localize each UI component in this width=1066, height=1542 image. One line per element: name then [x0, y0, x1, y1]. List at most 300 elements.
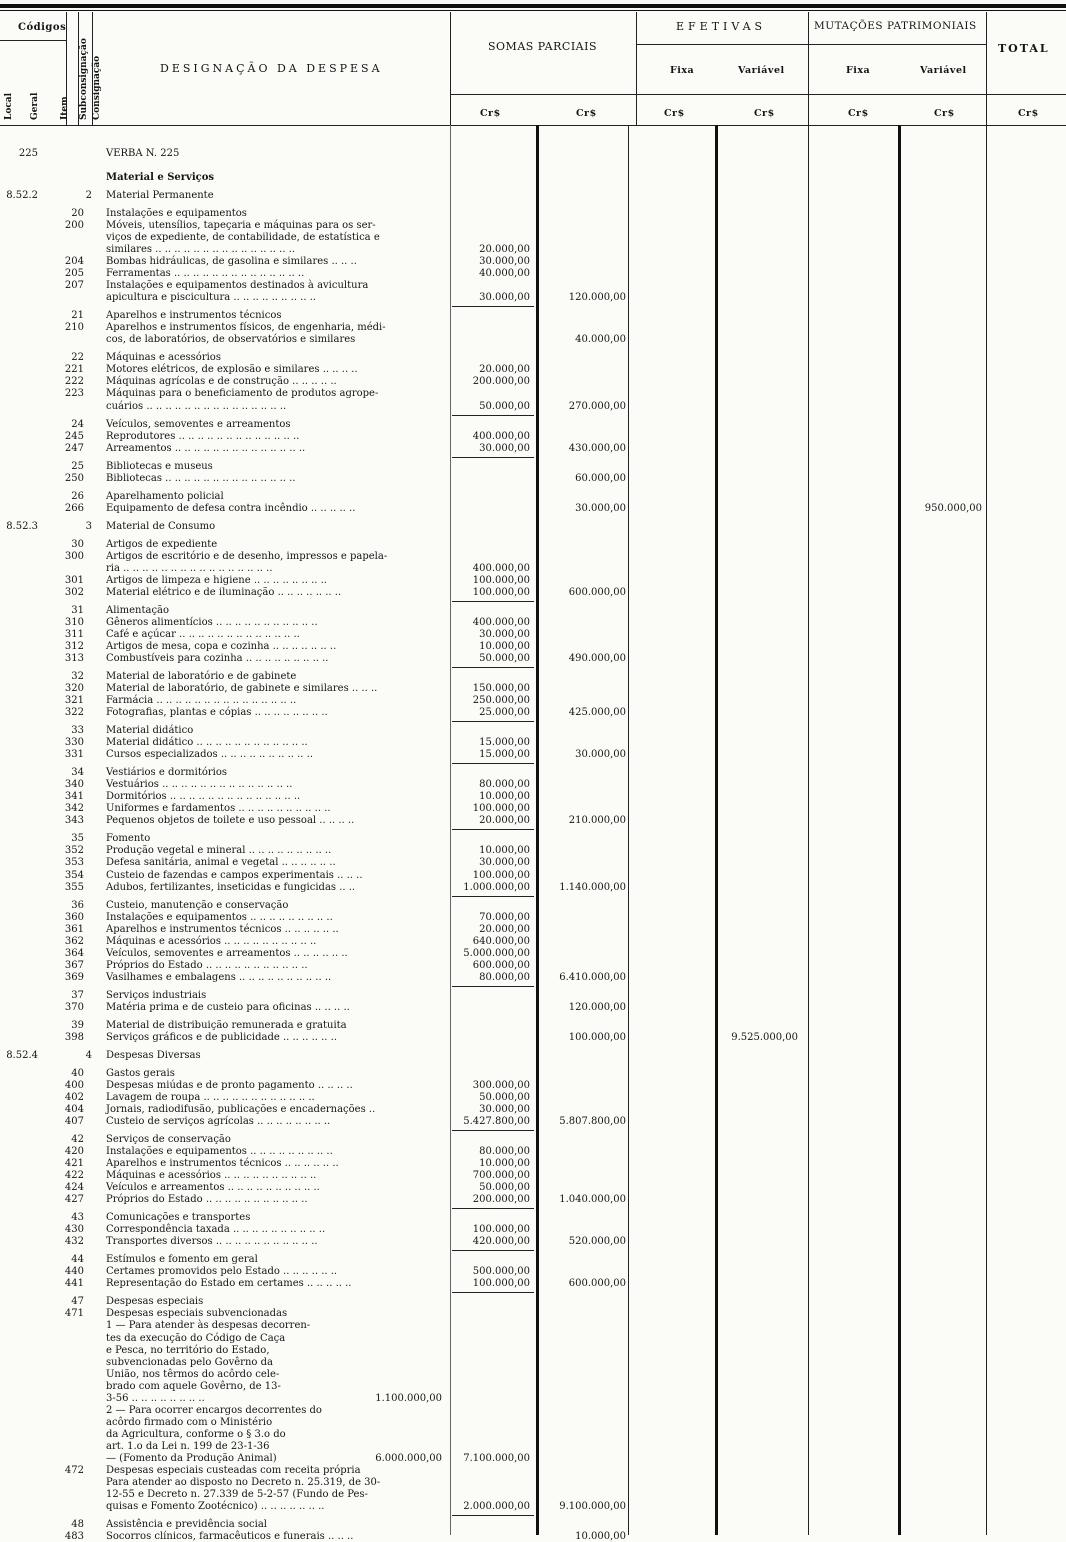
table-row — [0, 845, 1066, 856]
row-description: Arreamentos .. .. .. .. .. .. .. .. .. .. .. .. .. .. — [106, 443, 306, 454]
item-code: 440 — [64, 1266, 84, 1277]
item-code: 48 — [71, 1519, 84, 1530]
row-description: cos, de laboratórios, de observatórios e similares — [106, 334, 356, 345]
table-row — [0, 310, 1066, 321]
row-description: da Agricultura, conforme o § 3.o do — [106, 1429, 286, 1440]
row-description: Despesas Diversas — [106, 1050, 201, 1061]
item-code: 300 — [64, 551, 84, 562]
row-description: Material de Consumo — [106, 521, 216, 532]
partial-sum-2: 80.000,00 — [479, 1146, 530, 1157]
partial-sum-2: 80.000,00 — [479, 779, 530, 790]
table-row — [0, 833, 1066, 844]
item-code: 352 — [64, 845, 84, 856]
item-code: 20 — [71, 208, 84, 219]
item-code: 361 — [64, 924, 84, 935]
table-row — [0, 960, 1066, 971]
designacao-label: DESIGNAÇÃO DA DESPESA — [160, 62, 383, 75]
item-code: 34 — [71, 767, 84, 778]
row-description: Artigos de escritório e de desenho, impressos e papela- — [106, 551, 388, 562]
row-description: Máquinas e acessórios — [106, 352, 221, 363]
row-description: brado com aquele Govêrno, de 13- — [106, 1381, 281, 1392]
row-description: Veículos, semoventes e arreamentos — [106, 419, 291, 430]
somas-parciais-label: SOMAS PARCIAIS — [488, 40, 597, 53]
row-description: acôrdo firmado com o Ministério — [106, 1417, 273, 1428]
row-description: Máquinas para o beneficiamento de produtos agrope- — [106, 388, 379, 399]
partial-sum-2: 30.000,00 — [479, 256, 530, 267]
row-description: Gêneros alimentícios .. .. .. .. .. .. .. .. .. .. .. — [106, 617, 318, 628]
row-description: Pequenos objetos de toilete e uso pessoal .. .. .. .. — [106, 815, 355, 826]
table-row — [0, 172, 1066, 183]
partial-sum-3: 1.040.000,00 — [559, 1194, 626, 1205]
table-row — [0, 1357, 1066, 1368]
geral-code: 2 — [85, 190, 92, 201]
currency-label: Cr$ — [576, 108, 597, 119]
item-code: 22 — [71, 352, 84, 363]
table-row — [0, 1489, 1066, 1500]
partial-sum-3: 40.000,00 — [575, 334, 626, 345]
table-row — [0, 1212, 1066, 1223]
table-row — [0, 1092, 1066, 1103]
item-code: 266 — [64, 503, 84, 514]
table-row — [0, 1381, 1066, 1392]
item-code: 221 — [64, 364, 84, 375]
table-row — [0, 1236, 1066, 1247]
partial-sum-2: 10.000,00 — [479, 641, 530, 652]
table-row — [0, 1393, 1066, 1404]
table-row — [0, 1182, 1066, 1193]
row-description: Custeio de serviços agrícolas .. .. .. .. .. .. .. .. — [106, 1116, 331, 1127]
table-row — [0, 388, 1066, 399]
table-row — [0, 1266, 1066, 1277]
row-description: 1 — Para atender às despesas decorren- — [106, 1320, 311, 1331]
subtotal-rule — [452, 601, 534, 602]
table-row — [0, 1501, 1066, 1512]
row-description: Instalações e equipamentos — [106, 208, 247, 219]
partial-sum-2: 15.000,00 — [479, 749, 530, 760]
table-row — [0, 1320, 1066, 1331]
item-code: 341 — [64, 791, 84, 802]
partial-sum-2: 25.000,00 — [479, 707, 530, 718]
table-row — [0, 563, 1066, 574]
item-code: 472 — [64, 1465, 84, 1476]
table-row — [0, 1254, 1066, 1265]
item-code: 32 — [71, 671, 84, 682]
partial-sum-2: 100.000,00 — [472, 870, 530, 881]
subtotal-rule — [452, 829, 534, 830]
table-row — [0, 936, 1066, 947]
item-code: 24 — [71, 419, 84, 430]
row-description: Vestiários e dormitórios — [106, 767, 227, 778]
code-col-local: Local — [4, 92, 14, 120]
item-code: 471 — [64, 1308, 84, 1319]
table-row — [0, 256, 1066, 267]
row-description: Vestuários .. .. .. .. .. .. .. .. .. .. .. .. .. .. — [106, 779, 293, 790]
item-code: 343 — [64, 815, 84, 826]
table-row — [0, 376, 1066, 387]
item-code: 370 — [64, 1002, 84, 1013]
subtotal-rule — [452, 1292, 534, 1293]
currency-label: Cr$ — [934, 108, 955, 119]
row-description: Motores elétricos, de explosão e similares .. .. .. .. — [106, 364, 358, 375]
table-row — [0, 521, 1066, 532]
table-row — [0, 857, 1066, 868]
table-row — [0, 1296, 1066, 1307]
row-description: Aparelhos e instrumentos técnicos .. .. .. .. .. .. — [106, 924, 339, 935]
table-row — [0, 419, 1066, 430]
row-description: 2 — Para ocorrer encargos decorrentes do — [106, 1405, 322, 1416]
item-code: 342 — [64, 803, 84, 814]
item-code: 420 — [64, 1146, 84, 1157]
table-row — [0, 1405, 1066, 1416]
partial-sum-1: 1.100.000,00 — [375, 1393, 442, 1404]
row-description: Máquinas agrícolas e de construção .. .. .. .. .. — [106, 376, 337, 387]
table-row — [0, 473, 1066, 484]
partial-sum-2: 500.000,00 — [472, 1266, 530, 1277]
item-code: 362 — [64, 936, 84, 947]
row-description: Material e Serviços — [106, 172, 215, 183]
partial-sum-2: 20.000,00 — [479, 244, 530, 255]
item-code: 204 — [64, 256, 84, 267]
item-code: 313 — [64, 653, 84, 664]
subtotal-rule — [452, 1250, 534, 1251]
currency-label: Cr$ — [480, 108, 501, 119]
mut-fixa-label: Fixa — [846, 65, 871, 76]
row-description: Correspondência taxada .. .. .. .. .. .. .. .. .. .. — [106, 1224, 326, 1235]
row-description: Custeio, manutenção e conservação — [106, 900, 289, 911]
item-code: 402 — [64, 1092, 84, 1103]
row-description: Veículos e arreamentos .. .. .. .. .. .. .. .. .. .. — [106, 1182, 320, 1193]
row-description: Material didático — [106, 725, 194, 736]
row-description: Uniformes e fardamentos .. .. .. .. .. .. .. .. .. .. — [106, 803, 331, 814]
row-description: 12-55 e Decreto n. 27.339 de 5-2-57 (Fundo de Pes- — [106, 1489, 368, 1500]
row-description: Combustíveis para cozinha .. .. .. .. .. .. .. .. .. — [106, 653, 329, 664]
table-row — [0, 779, 1066, 790]
partial-sum-3: 600.000,00 — [568, 587, 626, 598]
table-row — [0, 1224, 1066, 1235]
item-code: 310 — [64, 617, 84, 628]
table-row — [0, 1020, 1066, 1031]
table-row — [0, 1519, 1066, 1530]
partial-sum-2: 5.000.000,00 — [463, 948, 530, 959]
row-description: Estímulos e fomento em geral — [106, 1254, 258, 1265]
partial-sum-3: 30.000,00 — [575, 749, 626, 760]
table-row — [0, 461, 1066, 472]
partial-sum-2: 80.000,00 — [479, 972, 530, 983]
item-code: 210 — [64, 322, 84, 333]
partial-sum-2: 600.000,00 — [472, 960, 530, 971]
table-row — [0, 653, 1066, 664]
item-code: 25 — [71, 461, 84, 472]
partial-sum-2: 20.000,00 — [479, 815, 530, 826]
subtotal-rule — [452, 306, 534, 307]
item-code: 422 — [64, 1170, 84, 1181]
partial-sum-3: 425.000,00 — [568, 707, 626, 718]
row-description: Artigos de expediente — [106, 539, 218, 550]
row-description: Despesas especiais — [106, 1296, 204, 1307]
row-description: art. 1.o da Lei n. 199 de 23-1-36 — [106, 1441, 270, 1452]
table-row — [0, 208, 1066, 219]
partial-sum-2: 50.000,00 — [479, 1182, 530, 1193]
partial-sum-2: 700.000,00 — [472, 1170, 530, 1181]
row-description: Jornais, radiodifusão, publicações e encadernações .. — [106, 1104, 376, 1115]
row-description: Instalações e equipamentos destinados à avicultura — [106, 280, 369, 291]
row-description: Ferramentas .. .. .. .. .. .. .. .. .. .. .. .. .. .. — [106, 268, 305, 279]
table-row — [0, 1345, 1066, 1356]
item-code: 424 — [64, 1182, 84, 1193]
partial-sum-3: 600.000,00 — [568, 1278, 626, 1289]
row-description: Certames promovidos pelo Estado .. .. .. .. .. .. — [106, 1266, 338, 1277]
partial-sum-2: 50.000,00 — [479, 401, 530, 412]
item-code: 33 — [71, 725, 84, 736]
partial-sum-2: 100.000,00 — [472, 803, 530, 814]
table-row — [0, 1369, 1066, 1380]
row-description: Matéria prima e de custeio para oficinas .. .. .. .. — [106, 1002, 350, 1013]
item-code: 354 — [64, 870, 84, 881]
code-col-geral: Geral — [30, 92, 40, 120]
item-code: 223 — [64, 388, 84, 399]
fixa-label: Fixa — [670, 65, 695, 76]
item-code: 26 — [71, 491, 84, 502]
partial-sum-2: 150.000,00 — [472, 683, 530, 694]
item-code: 222 — [64, 376, 84, 387]
row-description: Veículos, semoventes e arreamentos .. .. .. .. .. .. — [106, 948, 348, 959]
partial-sum-2: 200.000,00 — [472, 376, 530, 387]
subtotal-rule — [452, 986, 534, 987]
item-code: 301 — [64, 575, 84, 586]
item-code: 42 — [71, 1134, 84, 1145]
table-row — [0, 220, 1066, 231]
partial-sum-2: 50.000,00 — [479, 1092, 530, 1103]
partial-sum-2: 10.000,00 — [479, 1158, 530, 1169]
item-code: 364 — [64, 948, 84, 959]
item-code: 369 — [64, 972, 84, 983]
mutacoes-variavel-value: 950.000,00 — [924, 503, 982, 514]
partial-sum-2: 30.000,00 — [479, 857, 530, 868]
table-row — [0, 683, 1066, 694]
partial-sum-2: 100.000,00 — [472, 587, 530, 598]
item-code: 302 — [64, 587, 84, 598]
row-description: tes da execução do Código de Caça — [106, 1333, 286, 1344]
table-row — [0, 641, 1066, 652]
subtotal-rule — [452, 1515, 534, 1516]
row-description: Próprios do Estado .. .. .. .. .. .. .. .. .. .. .. — [106, 960, 308, 971]
item-code: 30 — [71, 539, 84, 550]
item-code: 483 — [64, 1531, 84, 1542]
row-description: Transportes diversos .. .. .. .. .. .. .. .. .. .. .. — [106, 1236, 318, 1247]
row-description: Aparelhos e instrumentos técnicos — [106, 310, 282, 321]
row-description: Cursos especializados .. .. .. .. .. .. .. .. .. .. — [106, 749, 314, 760]
local-code: 225 — [18, 148, 38, 159]
row-description: similares .. .. .. .. .. .. .. .. .. .. .. .. .. .. .. — [106, 244, 296, 255]
mutacoes-label: MUTAÇÕES PATRIMONIAIS — [814, 20, 977, 32]
partial-sum-2: 400.000,00 — [472, 617, 530, 628]
row-description: quisas e Fomento Zootécnico) .. .. .. .. .. .. .. — [106, 1501, 325, 1512]
row-description: Alimentação — [106, 605, 170, 616]
table-row — [0, 1080, 1066, 1091]
row-description: Aparelhamento policial — [106, 491, 224, 502]
row-description: Para atender ao disposto no Decreto n. 25.319, de 30- — [106, 1477, 381, 1488]
row-description: Serviços industriais — [106, 990, 207, 1001]
partial-sum-2: 400.000,00 — [472, 563, 530, 574]
geral-code: 4 — [85, 1050, 92, 1061]
item-code: 432 — [64, 1236, 84, 1247]
partial-sum-2: 50.000,00 — [479, 653, 530, 664]
item-code: 353 — [64, 857, 84, 868]
table-row — [0, 1194, 1066, 1205]
item-code: 312 — [64, 641, 84, 652]
subtotal-rule — [452, 457, 534, 458]
row-description: Móveis, utensílios, tapeçaria e máquinas para os ser- — [106, 220, 376, 231]
table-row — [0, 605, 1066, 616]
row-description: Reprodutores .. .. .. .. .. .. .. .. .. .. .. .. .. — [106, 431, 300, 442]
table-row — [0, 1032, 1066, 1043]
currency-label: Cr$ — [664, 108, 685, 119]
partial-sum-2: 100.000,00 — [472, 575, 530, 586]
table-row — [0, 707, 1066, 718]
row-description: União, nos têrmos do acôrdo cele- — [106, 1369, 280, 1380]
row-description: Assistência e previdência social — [106, 1519, 267, 1530]
partial-sum-2: 200.000,00 — [472, 1194, 530, 1205]
table-row — [0, 491, 1066, 502]
variavel-label: Variável — [738, 65, 785, 76]
partial-sum-3: 10.000,00 — [575, 1531, 626, 1542]
row-description: Aparelhos e instrumentos técnicos .. .. .. .. .. .. — [106, 1158, 339, 1169]
table-row — [0, 972, 1066, 983]
row-description: 3-56 .. .. .. .. .. .. .. .. — [106, 1393, 205, 1404]
partial-sum-2: 40.000,00 — [479, 268, 530, 279]
efetivas-col-divider — [808, 12, 809, 125]
table-row — [0, 695, 1066, 706]
partial-sum-2: 640.000,00 — [472, 936, 530, 947]
partial-sum-3: 60.000,00 — [575, 473, 626, 484]
partial-sum-2: 100.000,00 — [472, 1278, 530, 1289]
item-code: 367 — [64, 960, 84, 971]
table-row — [0, 1453, 1066, 1464]
top-border-thin — [0, 10, 1066, 11]
table-row — [0, 1308, 1066, 1319]
table-row — [0, 924, 1066, 935]
partial-sum-2: 400.000,00 — [472, 431, 530, 442]
item-code: 47 — [71, 1296, 84, 1307]
row-description: — (Fomento da Produção Animal) — [106, 1453, 277, 1464]
partial-sum-2: 10.000,00 — [479, 845, 530, 856]
row-description: Serviços gráficos e de publicidade .. .. .. .. .. .. — [106, 1032, 338, 1043]
item-code: 407 — [64, 1116, 84, 1127]
partial-sum-3: 100.000,00 — [568, 1032, 626, 1043]
partial-sum-3: 9.100.000,00 — [559, 1501, 626, 1512]
table-row — [0, 575, 1066, 586]
table-row — [0, 1068, 1066, 1079]
table-row — [0, 244, 1066, 255]
table-row — [0, 629, 1066, 640]
code-col-subconsignacao: Subconsignação — [79, 38, 89, 120]
row-description: cuários .. .. .. .. .. .. .. .. .. .. .. .. .. .. .. — [106, 401, 287, 412]
partial-sum-3: 430.000,00 — [568, 443, 626, 454]
partial-sum-2: 30.000,00 — [479, 629, 530, 640]
table-row — [0, 551, 1066, 562]
item-code: 200 — [64, 220, 84, 231]
row-description: Artigos de mesa, copa e cozinha .. .. .. .. .. .. .. — [106, 641, 337, 652]
table-row — [0, 749, 1066, 760]
row-description: Instalações e equipamentos .. .. .. .. .. .. .. .. .. — [106, 1146, 333, 1157]
partial-sum-2: 20.000,00 — [479, 924, 530, 935]
partial-sum-3: 6.410.000,00 — [559, 972, 626, 983]
row-description: Fomento — [106, 833, 151, 844]
table-row — [0, 1050, 1066, 1061]
partial-sum-2: 10.000,00 — [479, 791, 530, 802]
partial-sum-3: 120.000,00 — [568, 1002, 626, 1013]
partial-sum-3: 490.000,00 — [568, 653, 626, 664]
row-description: ria .. .. .. .. .. .. .. .. .. .. .. .. .. .. .. .. — [106, 563, 273, 574]
item-code: 320 — [64, 683, 84, 694]
row-description: VERBA N. 225 — [106, 148, 180, 159]
row-description: apicultura e piscicultura .. .. .. .. .. .. .. .. .. — [106, 292, 317, 303]
row-description: Lavagem de roupa .. .. .. .. .. .. .. .. .. .. .. .. — [106, 1092, 315, 1103]
subtotal-rule — [452, 896, 534, 897]
table-row — [0, 1429, 1066, 1440]
table-row — [0, 431, 1066, 442]
table-row — [0, 292, 1066, 303]
table-row — [0, 617, 1066, 628]
subtotal-rule — [452, 667, 534, 668]
row-description: Aparelhos e instrumentos físicos, de engenharia, médi- — [106, 322, 386, 333]
mut-variavel-label: Variável — [920, 65, 967, 76]
row-description: subvencionadas pelo Govêrno da — [106, 1357, 273, 1368]
partial-sum-3: 120.000,00 — [568, 292, 626, 303]
table-row — [0, 1465, 1066, 1476]
partial-sum-2: 100.000,00 — [472, 1224, 530, 1235]
item-code: 311 — [64, 629, 84, 640]
table-row — [0, 280, 1066, 291]
currency-label: Cr$ — [848, 108, 869, 119]
item-code: 400 — [64, 1080, 84, 1091]
row-description: Farmácia .. .. .. .. .. .. .. .. .. .. .. .. .. .. .. — [106, 695, 297, 706]
item-code: 250 — [64, 473, 84, 484]
efetivas-underline — [636, 44, 986, 45]
item-code: 245 — [64, 431, 84, 442]
row-description: Instalações e equipamentos .. .. .. .. .. .. .. .. .. — [106, 912, 333, 923]
partial-sum-3: 1.140.000,00 — [559, 882, 626, 893]
item-code: 355 — [64, 882, 84, 893]
row-description: Material de distribuição remunerada e gratuita — [106, 1020, 347, 1031]
total-label: TOTAL — [998, 42, 1050, 55]
row-description: Bibliotecas e museus — [106, 461, 213, 472]
table-row — [0, 671, 1066, 682]
table-row — [0, 1333, 1066, 1344]
table-row — [0, 1158, 1066, 1169]
table-row — [0, 1278, 1066, 1289]
item-code: 43 — [71, 1212, 84, 1223]
mutacoes-col-divider — [986, 12, 987, 125]
row-description: Comunicações e transportes — [106, 1212, 251, 1223]
currency-label: Cr$ — [1018, 108, 1039, 119]
code-col-item: Item — [60, 96, 70, 120]
table-row — [0, 791, 1066, 802]
table-row — [0, 587, 1066, 598]
currency-label: Cr$ — [754, 108, 775, 119]
table-row — [0, 803, 1066, 814]
item-code: 36 — [71, 900, 84, 911]
row-description: Despesas especiais subvencionadas — [106, 1308, 288, 1319]
table-row — [0, 900, 1066, 911]
table-row — [0, 1170, 1066, 1181]
table-row — [0, 148, 1066, 159]
row-description: Despesas miúdas e de pronto pagamento .. .. .. .. — [106, 1080, 353, 1091]
partial-sum-1: 6.000.000,00 — [375, 1453, 442, 1464]
item-code: 322 — [64, 707, 84, 718]
row-description: Material de laboratório, de gabinete e similares .. .. .. — [106, 683, 378, 694]
item-code: 340 — [64, 779, 84, 790]
